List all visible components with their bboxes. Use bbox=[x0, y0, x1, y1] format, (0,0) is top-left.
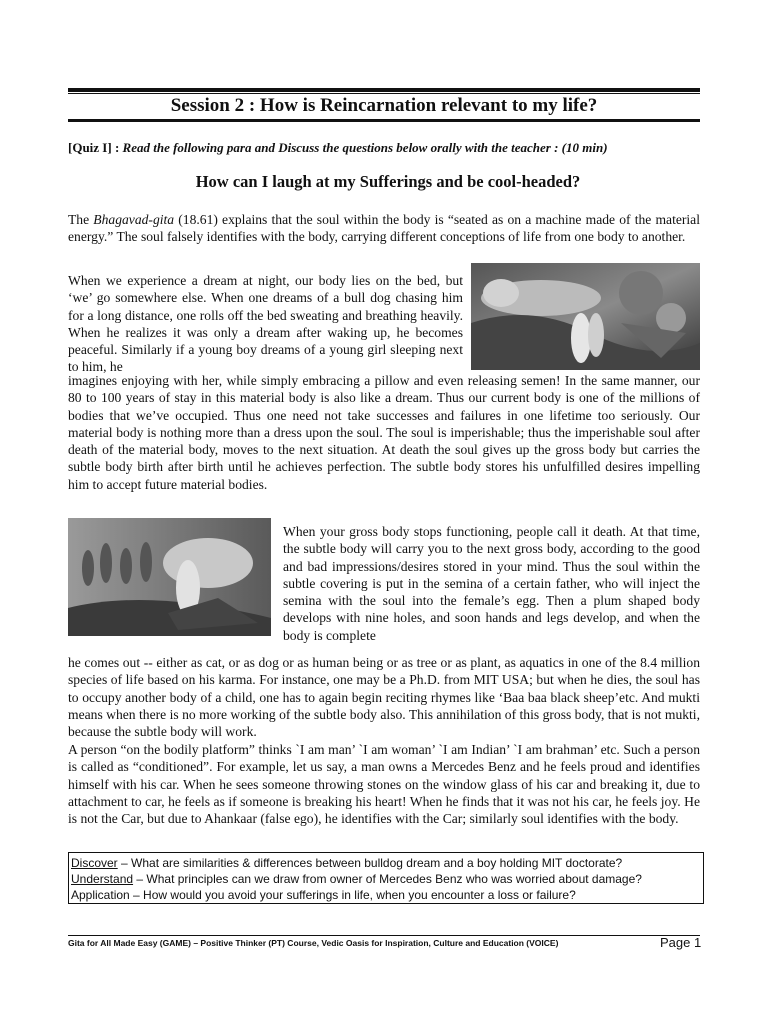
question-understand bbox=[71, 871, 703, 887]
question-text: – What principles can we draw from owner of Mercedes Benz who was worried about damage? bbox=[133, 872, 642, 886]
dream-illustration bbox=[471, 263, 700, 370]
paragraph-2: When we experience a dream at night, our body lies on the bed, but ‘we’ go somewhere else. When one dreams of a bull dog chasing him for a long distance, one rolls off the bed sweating and breathing heavily. When he realizes it was only a dream after waking up, he becomes peaceful. Similarly if a young boy dreams of a young girl sleeping next to him, he bbox=[68, 273, 463, 375]
p1-prefix: The bbox=[68, 212, 94, 227]
section-subtitle: How can I laugh at my Sufferings and be cool-headed? bbox=[195, 172, 581, 191]
header-rule-top bbox=[68, 88, 700, 92]
question-application bbox=[71, 887, 703, 903]
footer-rule bbox=[68, 935, 700, 936]
page-title: Session 2 : How is Reincarnation relevant to my life? bbox=[170, 95, 598, 116]
quiz-instruction bbox=[68, 140, 708, 156]
question-discover bbox=[71, 855, 703, 871]
footer-text: Gita for All Made Easy (GAME) – Positive Thinker (PT) Course, Vedic Oasis for Inspiration, Culture and Education (VOICE) bbox=[68, 938, 559, 948]
paragraph-5: he comes out -- either as cat, or as dog or as human being or as tree or as plant, as aquatics in one of the 8.4 million species of life based on his karma. For instance, one may be a Ph.D. from MIT USA; but when he dies, the soul has to occupy another body of a child, one has to again begin reciting rhymes like ‘Baa baa black sheep’etc. And mukti means when there is no more working of the subtle body also. This annihilation of this gross body, that is not mukti, because the subtle body will work. bbox=[68, 655, 700, 740]
p1-rest: (18.61) explains that the soul within the body is “seated as on a machine made of the material energy.” The soul falsely identifies with the body, carrying different conceptions of life from one body to another. bbox=[68, 212, 700, 245]
paragraph-4: When your gross body stops functioning, people call it death. At that time, the subtle body will carry you to the next gross body, according to the good and bad impressions/desires stored in your mind. Thus the soul within the subtle covering is put in the semina of a certain father, who will inject the semina with the soul into the female’s egg. Then a plum shaped body develops with nine holes, and soon hands and legs develop, and when the body is complete bbox=[283, 524, 700, 643]
question-key: Understand bbox=[71, 872, 134, 886]
quiz-label: [Quiz I] : bbox=[68, 140, 120, 155]
paragraph-6: A person “on the bodily platform” thinks `I am man’ `I am woman’ `I am Indian’ `I am brahman’ etc. Such a person is called as “conditioned”. For example, let us say, a man owns a Mercedes Benz and he feels proud and identifies himself with his car. When he sees someone throwing stones on the window glass of his car and breaking it, due to attachment to car, he feels as if someone is breaking his heart! When he finds that it was not his car, he feels joy. He is not the Car, but due to Ahankaar (false ego), he identifies with the Car; similarly soul identifies with the body. bbox=[68, 742, 700, 827]
p1-book-title: Bhagavad-gita bbox=[93, 212, 175, 227]
question-key: Application bbox=[71, 888, 130, 902]
paragraph-3: imagines enjoying with her, while simply embracing a pillow and even releasing semen! In the same manner, our 80 to 100 years of stay in this material body is also like a dream. Thus our current body is one of the millions of bodies that we’ve occupied. Thus one need not take successes and failures in one lifetime too seriously. Our material body is nothing more than a dress upon the soul. The soul is imperishable; thus the imperishable soul after death of the material body, moves to the next situation. At death the soul gives up the gross body but carries the subtle body birth after birth until he achieves perfection. The subtle body stores his unfulfilled desires impelling him to accept future material bodies. bbox=[68, 373, 700, 492]
question-text: – What are similarities & differences between bulldog dream and a boy holding MIT doctorate? bbox=[117, 856, 623, 870]
page-number: Page 1 bbox=[660, 935, 702, 950]
question-text: – How would you avoid your sufferings in life, when you encounter a loss or failure? bbox=[129, 888, 576, 902]
paragraph-1 bbox=[68, 211, 700, 246]
discussion-questions-box bbox=[68, 852, 704, 904]
header-rule-bottom bbox=[68, 119, 700, 122]
reincarnation-illustration bbox=[68, 518, 271, 636]
question-key: Discover bbox=[71, 856, 118, 870]
quiz-text: Read the following para and Discuss the questions below orally with the teacher : (10 min) bbox=[122, 140, 608, 155]
